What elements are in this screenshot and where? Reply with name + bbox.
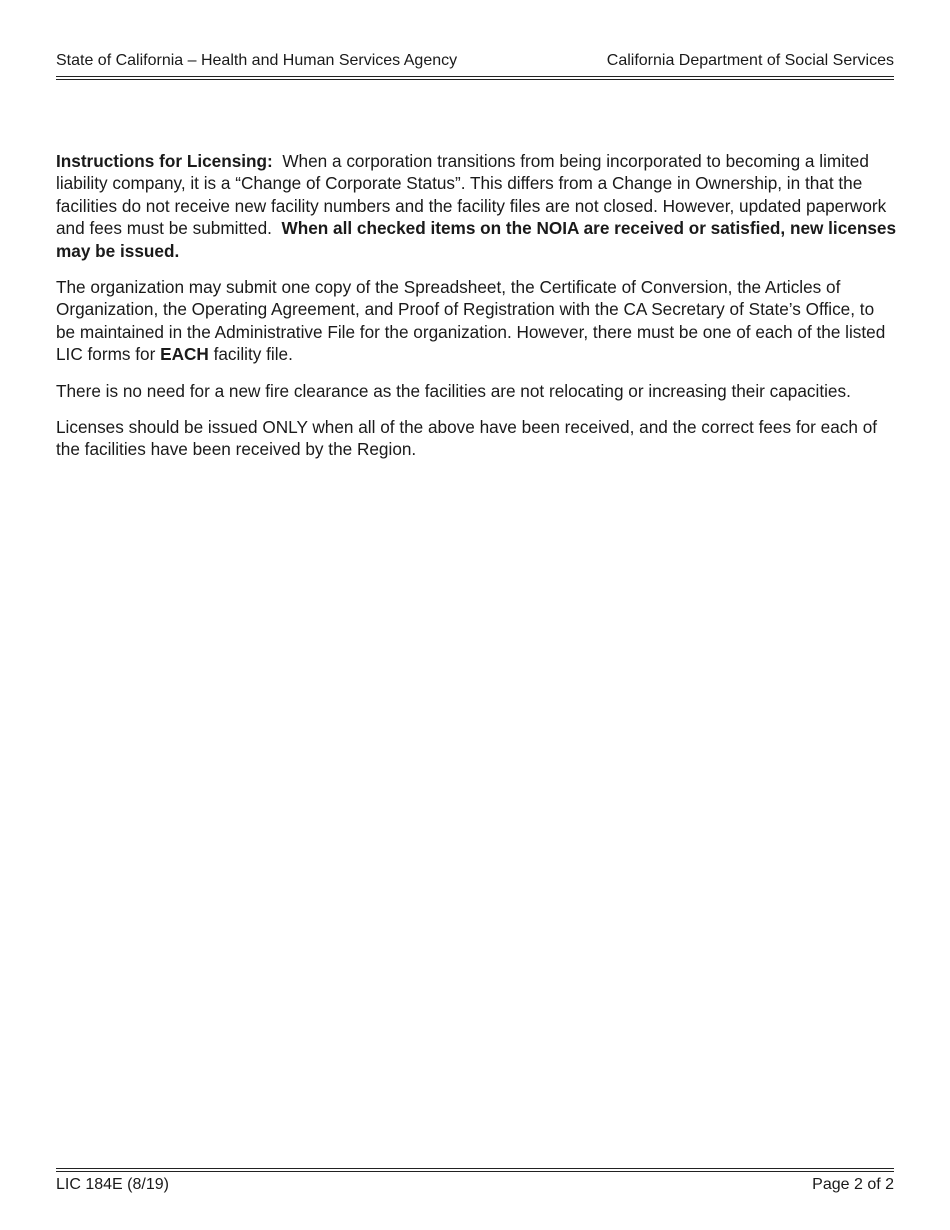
header-agency: State of California – Health and Human Services Agency: [56, 52, 458, 69]
paragraph-instructions: [56, 150, 896, 262]
header-rule: [56, 76, 894, 80]
footer-rule: [56, 1168, 894, 1172]
footer-page-number: Page 2 of 2: [812, 1176, 894, 1193]
header-department: California Department of Social Services: [606, 52, 894, 69]
instructions-text: When a corporation transitions from being incorporated to becoming a limited liability company, it is a “Change of Corporate Status”. This differs from a Change in Ownership, in that the facilities do not receive new facility numbers and the facility files are not closed. However, updated paperwork and fees must be submitted.: [56, 151, 887, 239]
organization-text-after: facility file.: [213, 344, 293, 365]
instructions-bold-tail: When all checked items on the NOIA are received or satisfied, new licenses may be issued.: [56, 218, 897, 261]
organization-bold-each: EACH: [160, 344, 209, 365]
page-header: [56, 50, 894, 72]
paragraph-fire-clearance: There is no need for a new fire clearance as the facilities are not relocating or increasing their capacities.: [56, 380, 851, 401]
organization-text-before: The organization may submit one copy of the Spreadsheet, the Certificate of Conversion, the Articles of Organization, the Operating Agreement, and Proof of Registration with the CA Secretary of State’s Office, to be maintained in the Administrative File for the organization. However, there must be one of each of the listed LIC forms for: [56, 277, 886, 365]
footer-form-id: LIC 184E (8/19): [56, 1176, 169, 1193]
paragraph-licenses: Licenses should be issued ONLY when all of the above have been received, and the correct fees for each of the facilities have been received by the Region.: [56, 417, 878, 460]
page-footer: [56, 1174, 894, 1196]
paragraph-organization: [56, 276, 896, 366]
instructions-lead: Instructions for Licensing:: [56, 151, 273, 171]
document-body: [56, 150, 896, 475]
